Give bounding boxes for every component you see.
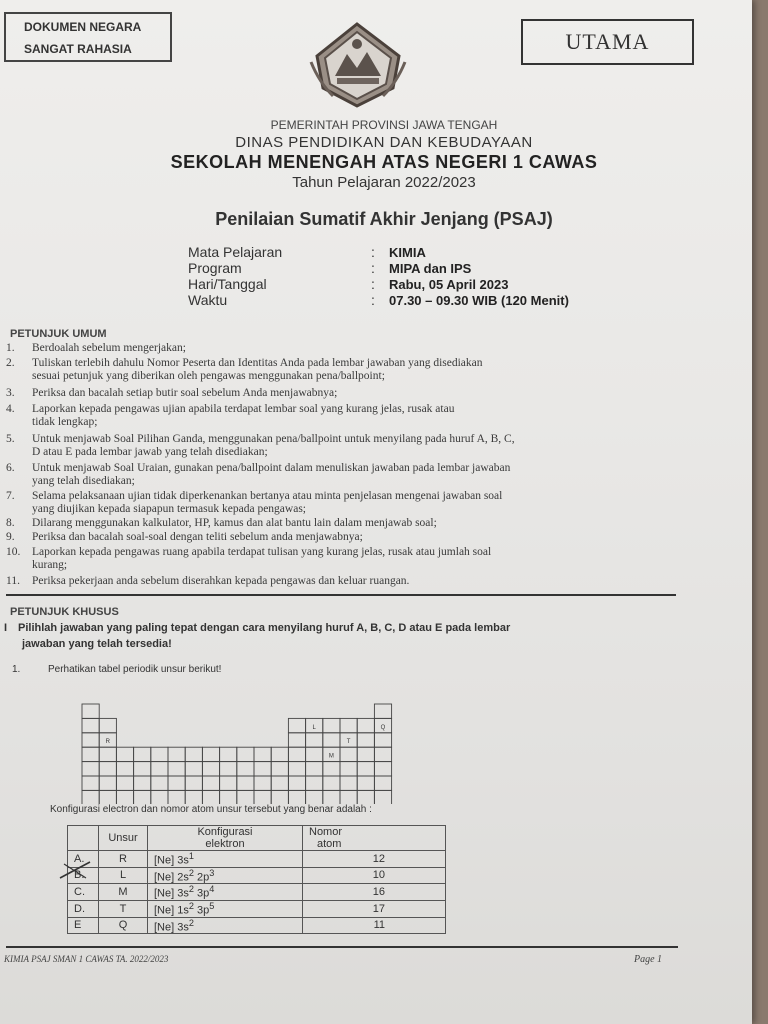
periodic-cell [168, 776, 185, 790]
instruction-text: Periksa dan bacalah setiap butir soal sebelum Anda menjawabnya; [32, 387, 338, 399]
periodic-cell [82, 718, 99, 732]
electron-configuration: [Ne] $1s^2$ $3p^5$ [148, 900, 303, 917]
instruction-continuation: D atau E pada lembar jawab yang telah disediakan; [32, 446, 268, 458]
footer-divider [6, 946, 678, 948]
periodic-cell-label: R [105, 739, 110, 746]
periodic-cell [254, 762, 271, 776]
version-badge: UTAMA [521, 19, 694, 65]
periodic-cell [82, 776, 99, 790]
instruction-item [6, 531, 363, 544]
meta-label: Mata Pelajaran [188, 244, 283, 260]
meta-label: Waktu [188, 292, 228, 308]
periodic-cell [99, 776, 116, 790]
periodic-cell [254, 747, 271, 761]
instruction-continuation: kurang; [32, 559, 68, 571]
periodic-cell [357, 776, 374, 790]
periodic-cell [237, 790, 254, 804]
instruction-item [6, 462, 510, 488]
electron-configuration: [Ne] $3s^2$ [148, 917, 303, 934]
header-year: Tahun Pelajaran 2022/2023 [292, 174, 476, 191]
periodic-cell [151, 790, 168, 804]
periodic-cell [374, 747, 391, 761]
instruction-continuation: tidak lengkap; [32, 416, 98, 428]
instruction-text: Laporkan kepada pengawas ruang apabila terdapat tulisan yang kurang jelas, rusak atau jumlah soal [32, 546, 492, 558]
instruction-number: 3. [6, 387, 15, 399]
header-school: SEKOLAH MENENGAH ATAS NEGERI 1 CAWAS [170, 152, 598, 172]
atomic-number: 12 [303, 851, 446, 868]
atomic-number: 11 [303, 917, 446, 934]
instruction-item [6, 357, 483, 383]
periodic-cell [271, 762, 288, 776]
periodic-cell [271, 747, 288, 761]
periodic-cell [288, 776, 305, 790]
section-divider [6, 594, 676, 596]
periodic-cell [168, 747, 185, 761]
instruction-text: Dilarang menggunakan kalkulator, HP, kamus dan alat bantu lain dalam menjawab soal; [32, 517, 437, 529]
atomic-number: 10 [303, 867, 446, 884]
instruction-continuation: yang diujikan kepada siapapun termasuk kepada pengawas; [32, 503, 306, 515]
periodic-cell [357, 733, 374, 747]
option-letter[interactable]: C. [68, 884, 99, 901]
periodic-cell [357, 790, 374, 804]
instruction-text: Periksa dan bacalah soal-soal dengan teliti sebelum anda menjawabnya; [32, 531, 363, 543]
periodic-cell [99, 718, 116, 732]
periodic-cell [340, 790, 357, 804]
special-instructions-title: PETUNJUK KHUSUS [10, 606, 119, 618]
periodic-cell [134, 776, 151, 790]
answer-option-row[interactable] [68, 851, 446, 868]
periodic-cell [185, 790, 202, 804]
periodic-cell [202, 790, 219, 804]
instruction-item [6, 387, 337, 400]
question-1 [12, 664, 221, 675]
question-text: Perhatikan tabel periodik unsur berikut! [48, 664, 222, 675]
periodic-cell [340, 718, 357, 732]
periodic-cell [340, 762, 357, 776]
periodic-cell [271, 776, 288, 790]
periodic-cell [185, 762, 202, 776]
instruction-text: Laporkan kepada pengawas ujian apabila terdapat lembar soal yang kurang jelas, rusak atau [32, 403, 455, 415]
periodic-cell [151, 747, 168, 761]
meta-label: Program [188, 260, 242, 276]
periodic-cell [306, 762, 323, 776]
periodic-cell [237, 762, 254, 776]
meta-separator: : [371, 260, 375, 276]
footer-page: Page 1 [634, 954, 663, 965]
periodic-cell [323, 790, 340, 804]
element-symbol: T [99, 900, 148, 917]
answer-option-row[interactable] [68, 884, 446, 901]
periodic-cell [374, 790, 391, 804]
classification-line-2: SANGAT RAHASIA [24, 42, 132, 56]
periodic-cell [306, 733, 323, 747]
meta-value: KIMIA [389, 245, 426, 260]
option-letter[interactable]: A. [68, 851, 99, 868]
instruction-number: 7. [6, 490, 15, 502]
special-roman-numeral: I [4, 622, 8, 634]
instruction-text: Untuk menjawab Soal Uraian, gunakan pena/ballpoint dalam menuliskan jawaban pada lembar jawaban [32, 462, 511, 474]
meta-value: 07.30 – 09.30 WIB (120 Menit) [389, 293, 569, 308]
electron-configuration: [Ne] $2s^2$ $2p^3$ [148, 867, 303, 884]
periodic-cell [116, 776, 133, 790]
periodic-cell [168, 762, 185, 776]
periodic-cell [220, 762, 237, 776]
periodic-cell [185, 747, 202, 761]
periodic-cell [288, 747, 305, 761]
periodic-cell [202, 762, 219, 776]
cross-mark-icon [56, 858, 96, 882]
option-letter[interactable]: D. [68, 900, 99, 917]
atomic-number: 17 [303, 900, 446, 917]
periodic-cell [116, 762, 133, 776]
periodic-cell [82, 733, 99, 747]
instruction-number: 2. [6, 357, 15, 369]
special-instruction-line-1: Pilihlah jawaban yang paling tepat dengan cara menyilang huruf A, B, C, D atau E pada lembar [18, 622, 511, 634]
periodic-cell [357, 762, 374, 776]
meta-separator: : [371, 276, 375, 292]
periodic-cell [99, 747, 116, 761]
instruction-text: Periksa pekerjaan anda sebelum diserahkan kepada pengawas dan keluar ruangan. [32, 575, 410, 587]
periodic-cell [202, 776, 219, 790]
periodic-cell [185, 776, 202, 790]
periodic-cell [134, 790, 151, 804]
periodic-cell [220, 790, 237, 804]
periodic-cell [288, 762, 305, 776]
periodic-cell [306, 790, 323, 804]
meta-value: MIPA dan IPS [389, 261, 472, 276]
instruction-item [6, 342, 186, 355]
instruction-item [6, 403, 454, 429]
periodic-cell [374, 704, 391, 718]
instruction-item [6, 575, 409, 588]
instruction-item [6, 490, 502, 516]
periodic-cell [82, 747, 99, 761]
periodic-cell [116, 790, 133, 804]
periodic-cell [254, 776, 271, 790]
periodic-cell [306, 747, 323, 761]
atomic-number: 16 [303, 884, 446, 901]
configuration-header: Konfigurasi elektron [148, 826, 303, 851]
question-prompt: Konfigurasi electron dan nomor atom unsur tersebut yang benar adalah : [50, 804, 372, 815]
periodic-cell [288, 733, 305, 747]
periodic-cell-label: M [328, 753, 334, 760]
periodic-cell [323, 733, 340, 747]
periodic-cell [237, 747, 254, 761]
periodic-cell [134, 747, 151, 761]
periodic-cell [374, 733, 391, 747]
special-instruction-line-2: jawaban yang telah tersedia! [22, 638, 172, 650]
element-symbol: L [99, 867, 148, 884]
periodic-cell [99, 790, 116, 804]
periodic-cell [323, 762, 340, 776]
periodic-cell [288, 790, 305, 804]
classification-line-1: DOKUMEN NEGARA [24, 20, 142, 34]
province-crest-logo [307, 16, 409, 110]
answer-options-table [67, 825, 446, 934]
periodic-cell [374, 762, 391, 776]
unsur-header: Unsur [99, 826, 148, 851]
meta-separator: : [371, 244, 375, 260]
instruction-number: 6. [6, 462, 15, 474]
periodic-cell [220, 776, 237, 790]
periodic-cell [220, 747, 237, 761]
periodic-cell [82, 790, 99, 804]
periodic-cell [340, 747, 357, 761]
table-header-row [68, 826, 446, 851]
electron-configuration: [Ne] $3s^2$ $3p^4$ [148, 884, 303, 901]
instruction-item [6, 517, 437, 530]
instruction-continuation: yang telah disediakan; [32, 475, 135, 487]
instruction-number: 10. [6, 546, 21, 558]
answer-option-row[interactable] [68, 900, 446, 917]
instruction-continuation: sesuai petunjuk yang diberikan oleh pengawas menggunakan pena/ballpoint; [32, 370, 385, 382]
periodic-cell [134, 762, 151, 776]
header-province: PEMERINTAH PROVINSI JAWA TENGAH [270, 118, 498, 132]
periodic-cell [323, 718, 340, 732]
periodic-cell [151, 776, 168, 790]
periodic-cell [99, 762, 116, 776]
periodic-cell [357, 718, 374, 732]
answer-option-row[interactable] [68, 917, 446, 934]
periodic-table-grid [80, 702, 394, 804]
periodic-cell [254, 790, 271, 804]
periodic-cell [237, 776, 254, 790]
instruction-item [6, 546, 491, 572]
periodic-cell [151, 762, 168, 776]
classification-box [4, 12, 172, 62]
instruction-number: 8. [6, 517, 15, 529]
option-header [68, 826, 99, 851]
header-department: DINAS PENDIDIKAN DAN KEBUDAYAAN [235, 134, 533, 151]
instruction-item [6, 433, 515, 459]
periodic-cell [340, 776, 357, 790]
element-symbol: R [99, 851, 148, 868]
periodic-cell [82, 704, 99, 718]
instruction-number: 1. [6, 342, 15, 354]
atomic-number-header: Nomor atom [303, 826, 446, 851]
element-symbol: M [99, 884, 148, 901]
periodic-cell [374, 776, 391, 790]
instruction-text: Untuk menjawab Soal Pilihan Ganda, menggunakan pena/ballpoint untuk menyilang pada huruf A, B, C, [32, 433, 515, 445]
instruction-number: 9. [6, 531, 15, 543]
meta-label: Hari/Tanggal [188, 276, 267, 292]
periodic-cell [202, 747, 219, 761]
meta-separator: : [371, 292, 375, 308]
footer-left: KIMIA PSAJ SMAN 1 CAWAS TA. 2022/2023 [4, 954, 169, 964]
periodic-cell [323, 776, 340, 790]
instruction-text: Tuliskan terlebih dahulu Nomor Peserta dan Identitas Anda pada lembar jawaban yang disediakan [32, 357, 483, 369]
instruction-number: 5. [6, 433, 15, 445]
electron-configuration: [Ne] $3s^1$ [148, 851, 303, 868]
element-symbol: Q [99, 917, 148, 934]
periodic-cell [271, 790, 288, 804]
question-number: 1. [12, 664, 21, 675]
instruction-number: 4. [6, 403, 15, 415]
meta-value: Rabu, 05 April 2023 [389, 277, 509, 292]
periodic-cell [82, 762, 99, 776]
exam-title: Penilaian Sumatif Akhir Jenjang (PSAJ) [215, 209, 553, 229]
answer-option-row[interactable] [68, 867, 446, 884]
periodic-cell [357, 747, 374, 761]
option-letter[interactable]: B. [68, 867, 99, 884]
periodic-cell [306, 776, 323, 790]
instruction-number: 11. [6, 575, 20, 587]
periodic-cell [288, 718, 305, 732]
instruction-text: Selama pelaksanaan ujian tidak diperkenankan bertanya atau minta penjelasan mengenai jawaban soal [32, 490, 503, 502]
periodic-cell-label: Q [380, 724, 386, 731]
instruction-text: Berdoalah sebelum mengerjakan; [32, 342, 186, 354]
periodic-cell [168, 790, 185, 804]
periodic-cell-label: T [346, 739, 351, 746]
periodic-cell [116, 747, 133, 761]
periodic-cell-label: L [312, 724, 316, 731]
general-instructions-title: PETUNJUK UMUM [10, 328, 107, 340]
option-letter[interactable]: E [68, 917, 99, 934]
